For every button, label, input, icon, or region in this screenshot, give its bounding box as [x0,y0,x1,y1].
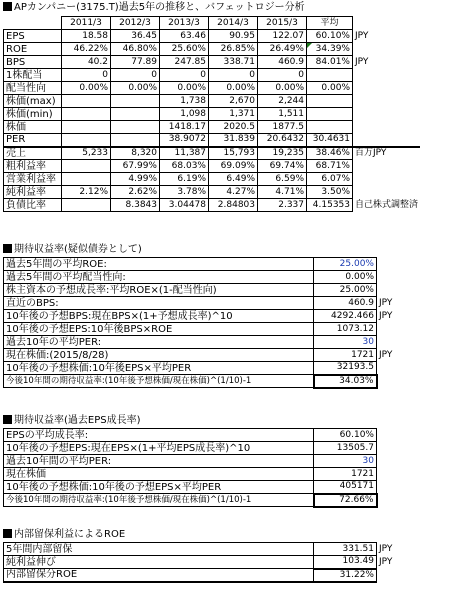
table-row [4,121,421,134]
row-label: 10年後の予想BPS:現在BPS×(1+予想成長率)^10 [4,310,314,323]
value-cell: 60.10% [314,429,377,442]
data-cell: 1,371 [209,108,258,121]
value-cell: 0.00% [314,271,377,284]
data-cell: 36.45 [111,30,160,43]
section3-title: 期待収益率(過去EPS成長率) [3,415,141,427]
data-cell: 60.10% [307,30,353,43]
unit-cell [353,160,421,173]
data-cell: 247.85 [160,56,209,69]
data-cell: 6.49% [209,173,258,186]
data-cell: 1418.17 [160,121,209,134]
data-cell: 6.19% [160,173,209,186]
data-cell [62,121,111,134]
data-cell: 3.78% [160,186,209,199]
data-cell: 90.95 [209,30,258,43]
column-header: 2011/3 [62,17,111,30]
unit-cell [377,455,407,468]
row-label: 直近のBPS: [4,297,314,310]
data-cell [307,108,353,121]
column-header: 平均 [307,17,353,30]
data-cell: 4.71% [258,186,307,199]
square-bullet-icon [3,244,12,253]
data-cell: 0.00% [111,82,160,95]
table-row [4,481,407,494]
data-cell: 20.6432 [258,134,307,147]
data-cell: 25.60% [160,43,209,56]
data-cell: 3.50% [307,186,353,199]
table-row [4,69,421,82]
row-label: 過去10年間の平均PER: [4,455,314,468]
unit-cell [377,494,407,507]
value-cell: 460.9 [314,297,377,310]
table-row [4,569,407,582]
data-cell: 3.04478 [160,199,209,212]
table-row [4,556,407,569]
row-label: 内部留保分ROE [4,569,314,582]
data-cell [307,95,353,108]
column-header: 2013/3 [160,17,209,30]
unit-cell [377,481,407,494]
row-label: 株主資本の予想成長率:平均ROE×(1-配当性向) [4,284,314,297]
data-cell: 38.9072 [160,134,209,147]
data-cell [111,134,160,147]
unit-cell [377,284,407,297]
data-cell [307,121,353,134]
data-cell: 6.07% [307,173,353,186]
data-cell [111,108,160,121]
square-bullet-icon [3,529,12,538]
data-cell [62,160,111,173]
data-cell: 2.337 [258,199,307,212]
data-cell: 63.46 [160,30,209,43]
value-cell: 103.49 [314,556,377,569]
unit-cell [377,323,407,336]
data-cell: 2.62% [111,186,160,199]
table-row [4,362,407,375]
value-cell: 31.22% [314,569,377,582]
table-row [4,160,421,173]
unit-cell: JPY [379,543,393,554]
retained-roe-table [3,542,407,583]
unit-cell [353,173,421,186]
data-cell: 0 [258,69,307,82]
row-label: 5年間内部留保 [4,543,314,556]
table-row [4,429,407,442]
data-cell: 1877.5 [258,121,307,134]
table-row [4,442,407,455]
square-bullet-icon [3,415,12,424]
row-label: EPS [4,30,62,43]
value-cell: 30 [314,336,377,349]
unit-cell: JPY [355,30,369,41]
row-label: 10年後の予想株価:10年後の予想EPS×平均PER [4,481,314,494]
data-cell: 1,511 [258,108,307,121]
table-row [4,494,407,507]
table-row [4,271,407,284]
unit-cell: JPY [379,297,393,308]
row-label: 10年後の予想EPS:現在EPS×(1+平均EPS成長率)^10 [4,442,314,455]
data-cell: 40.2 [62,56,111,69]
row-label: 株価 [4,121,62,134]
data-cell [307,69,353,82]
row-label: EPSの平均成長率: [4,429,314,442]
unit-cell: JPY [379,556,393,567]
value-cell: 4292.466 [314,310,377,323]
section1-title: APカンパニー(3175.T)過去5年の推移と、バフェットロジー分析 [3,2,305,14]
data-cell: 2,670 [209,95,258,108]
row-label: 10年後の予想株価:10年後EPS×平均PER [4,362,314,375]
value-cell: 331.51 [314,543,377,556]
data-cell: 0 [111,69,160,82]
value-cell: 1073.12 [314,323,377,336]
data-cell [62,173,111,186]
unit-cell: 自己株式調整済 [355,199,419,210]
row-label: BPS [4,56,62,69]
row-label: 10年後の予想EPS:10年後BPS×ROE [4,323,314,336]
data-cell: 0 [62,69,111,82]
data-cell: 68.03% [160,160,209,173]
unit-cell [377,429,407,442]
history-table [3,16,420,212]
table-row [4,258,407,271]
table-row [4,134,421,147]
data-cell [62,108,111,121]
data-cell: 6.59% [258,173,307,186]
value-cell: 405171 [314,481,377,494]
unit-cell: 百万JPY [355,148,387,158]
eps-return-table [3,428,407,508]
table-row [4,43,421,56]
data-cell: 2.12% [62,186,111,199]
table-row [4,543,407,556]
data-cell: 67.99% [111,160,160,173]
data-cell: 19,235 [258,147,307,160]
data-cell [62,199,111,212]
data-cell: 8,320 [111,147,160,160]
unit-cell [377,468,407,481]
data-cell: 26.49% [258,43,307,56]
data-cell: 77.89 [111,56,160,69]
data-cell: 4.27% [209,186,258,199]
value-cell: 25.00% [314,258,377,271]
row-label: 今後10年間の期待収益率:(10年後予想株価/現在株価)^(1/10)-1 [4,375,314,388]
unit-cell [353,134,421,147]
data-cell: 122.07 [258,30,307,43]
header-blank [4,17,62,30]
data-cell: 26.85% [209,43,258,56]
table-row [4,297,407,310]
unit-cell [353,121,421,134]
data-cell: 15,793 [209,147,258,160]
row-label: 純利益伸び [4,556,314,569]
data-cell: 0.00% [209,82,258,95]
value-cell: 13505.7 [314,442,377,455]
unit-cell [377,442,407,455]
unit-cell [377,271,407,284]
table-row [4,95,421,108]
row-label: 現在株価 [4,468,314,481]
data-cell: 2,244 [258,95,307,108]
unit-cell [353,43,421,56]
row-label: 過去5年間の平均配当性向: [4,271,314,284]
table-row [4,310,407,323]
value-cell: 25.00% [314,284,377,297]
row-label: 今後10年間の期待収益率:(10年後予想株価/現在株価)^(1/10)-1 [4,494,314,507]
data-cell: 0.00% [258,82,307,95]
data-cell: 38.46% [307,147,353,160]
table-row [4,82,421,95]
data-cell: 34.39% [307,43,353,56]
row-label: 株価(min) [4,108,62,121]
row-label: ROE [4,43,62,56]
bond-return-table [3,257,407,389]
data-cell: 2020.5 [209,121,258,134]
section2-title: 期待収益率(疑似債券として) [3,244,142,256]
table-row [4,455,407,468]
data-cell: 5,233 [62,147,111,160]
data-cell [111,121,160,134]
table-row [4,30,421,43]
value-cell: 1721 [314,468,377,481]
table-row [4,336,407,349]
column-header: 2014/3 [209,17,258,30]
data-cell [62,134,111,147]
value-cell: 1721 [314,349,377,362]
table-row [4,375,407,388]
unit-cell: JPY [379,349,393,360]
data-cell: 30.4631 [307,134,353,147]
header-row [4,17,421,30]
data-cell: 84.01% [307,56,353,69]
data-cell: 18.58 [62,30,111,43]
section4-title: 内部留保利益によるROE [3,529,125,541]
table-row [4,56,421,69]
data-cell: 69.09% [209,160,258,173]
data-cell: 338.71 [209,56,258,69]
data-cell: 68.71% [307,160,353,173]
row-label: 売上 [4,147,62,160]
unit-cell [377,375,407,388]
value-cell: 30 [314,455,377,468]
value-cell: 72.66% [314,494,377,507]
data-cell: 0 [160,69,209,82]
data-cell: 1,738 [160,95,209,108]
data-cell: 4.15353 [307,199,353,212]
row-label: 過去5年間の平均ROE: [4,258,314,271]
table-row [4,349,407,362]
table-row [4,199,421,212]
unit-cell [377,362,407,375]
unit-cell [377,336,407,349]
data-cell: 46.80% [111,43,160,56]
unit-cell [353,69,421,82]
row-label: 純利益率 [4,186,62,199]
data-cell: 460.9 [258,56,307,69]
data-cell: 8.3843 [111,199,160,212]
data-cell: 0.00% [307,82,353,95]
table-row [4,108,421,121]
data-cell: 0.00% [62,82,111,95]
data-cell: 0 [209,69,258,82]
column-header: 2015/3 [258,17,307,30]
data-cell: 31.839 [209,134,258,147]
data-cell [62,95,111,108]
unit-cell [353,17,421,30]
unit-cell: JPY [379,310,393,321]
unit-cell [353,108,421,121]
row-label: 粗利益率 [4,160,62,173]
table-row [4,173,421,186]
row-label: 営業利益率 [4,173,62,186]
data-cell: 46.22% [62,43,111,56]
data-cell: 11,387 [160,147,209,160]
table-row [4,468,407,481]
row-label: PER [4,134,62,147]
table-row [4,186,421,199]
table-row [4,147,421,160]
data-cell: 69.74% [258,160,307,173]
unit-cell [377,569,407,582]
value-cell: 34.03% [314,375,377,388]
table-row [4,284,407,297]
square-bullet-icon [3,2,12,11]
data-cell: 2.84803 [209,199,258,212]
row-label: 1株配当 [4,69,62,82]
data-cell: 4.99% [111,173,160,186]
unit-cell [353,95,421,108]
value-cell: 32193.5 [314,362,377,375]
row-label: 株価(max) [4,95,62,108]
row-label: 負債比率 [4,199,62,212]
table-row [4,323,407,336]
unit-cell [377,258,407,271]
column-header: 2012/3 [111,17,160,30]
data-cell: 0.00% [160,82,209,95]
unit-cell [353,82,421,95]
row-label: 配当性向 [4,82,62,95]
row-label: 現在株価:(2015/8/28) [4,349,314,362]
row-label: 過去10年の平均PER: [4,336,314,349]
unit-cell [353,186,421,199]
unit-cell: JPY [355,56,369,67]
data-cell [111,95,160,108]
data-cell: 1,098 [160,108,209,121]
